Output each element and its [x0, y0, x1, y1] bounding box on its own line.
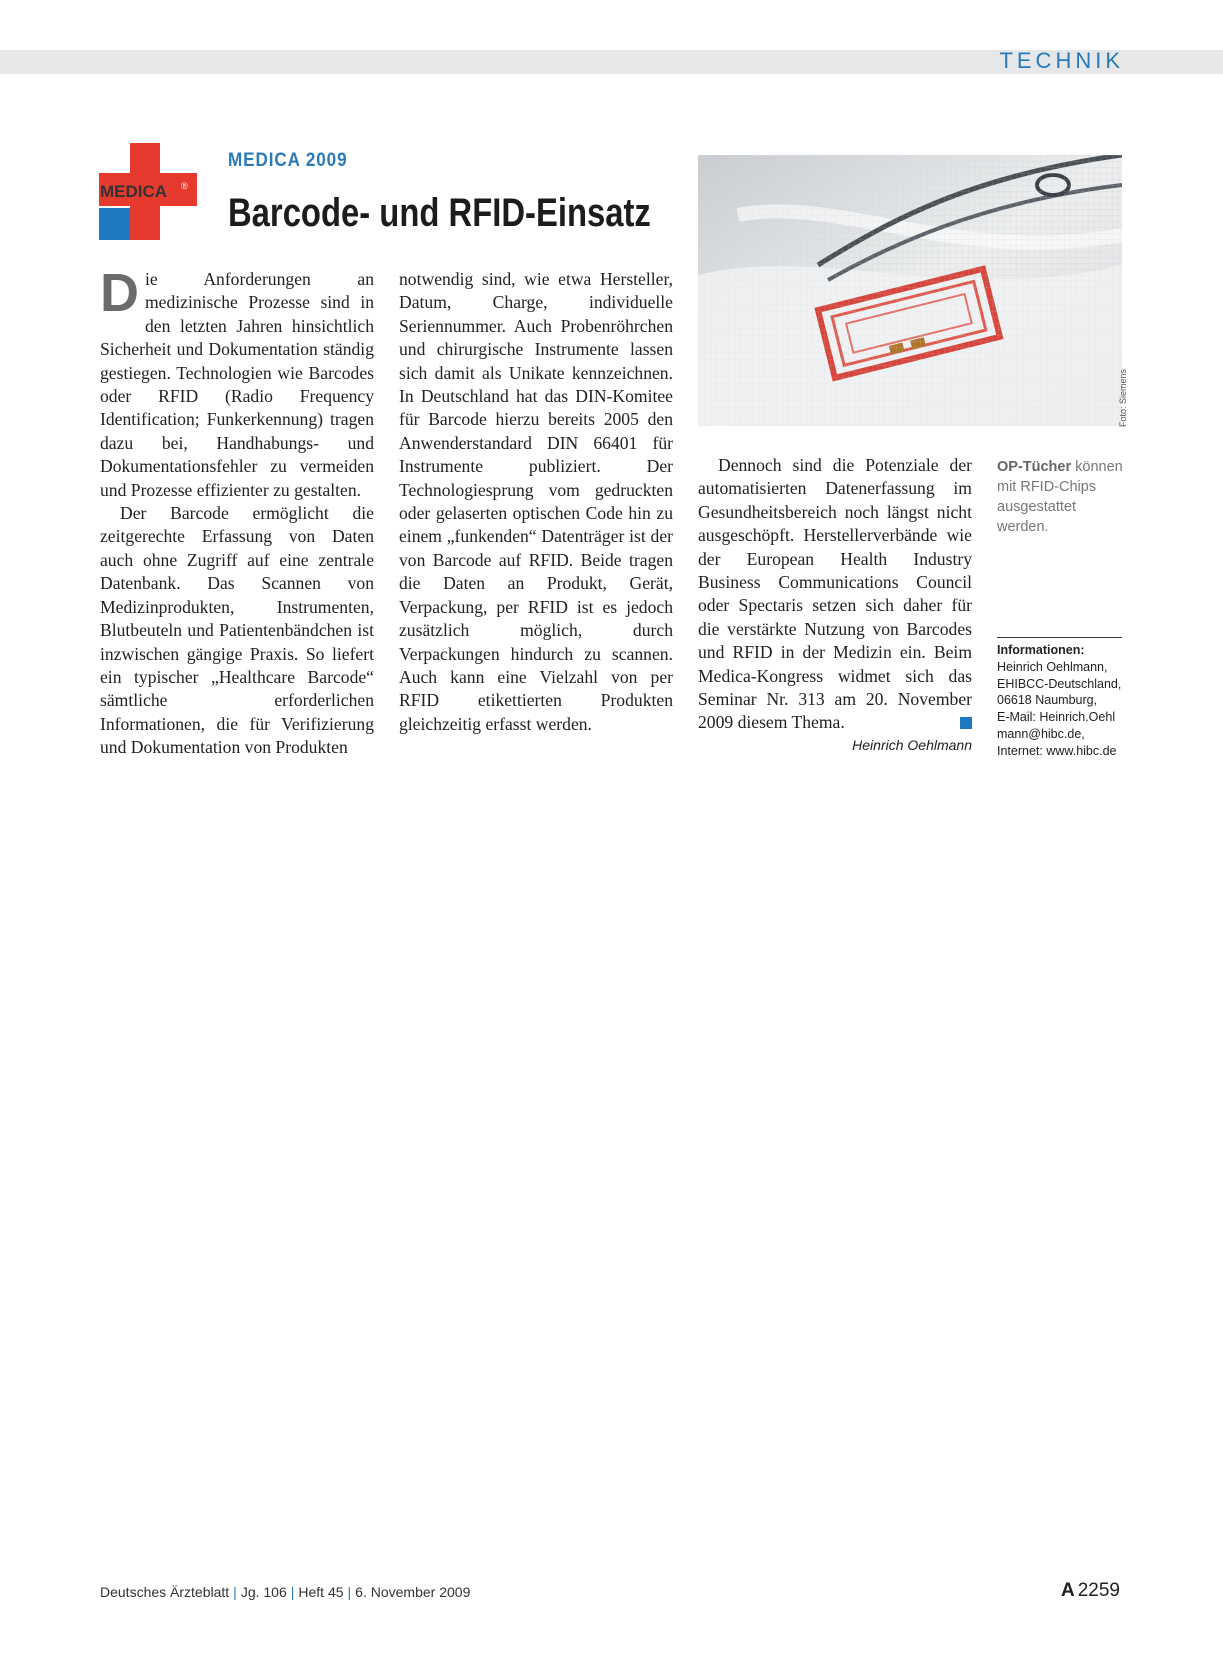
rfid-cloth-photo	[698, 155, 1122, 426]
logo-registered-mark: ®	[181, 181, 188, 191]
logo-blue-square	[99, 208, 130, 240]
info-line: EHIBCC-Deutschland,	[997, 676, 1122, 691]
info-line: Internet: www.hibc.de	[997, 743, 1117, 758]
article-author: Heinrich Oehlmann	[852, 737, 972, 753]
footer-issue: Heft 45	[298, 1584, 344, 1600]
paragraph: notwendig sind, wie etwa Hersteller, Datum, Charge, individuelle Seriennummer. Auch Probenröhrchen und chirurgische Instrumente lassen sich damit als Unikate kennzeichnen. In Deutschland hat das DIN-Komitee für Barcode hierzu bereits 2005 den Anwenderstandard DIN 66401 für Instrumente publiziert. Der Technologiesprung vom gedruckten oder gelaserten optischen Code hin zu einem „funkenden“ Datenträger ist der von Barcode auf RFID. Beide tragen die Daten an Produkt, Gerät, Verpackung, per RFID ist es jedoch zusätzlich möglich, durch Verpackungen hindurch zu scannen. Auch kann eine Vielzahl von per RFID etikettierten Produkten gleichzeitig erfasst werden.	[399, 269, 673, 734]
page-prefix: A	[1060, 1580, 1075, 1601]
drop-cap: D	[100, 263, 139, 323]
paragraph-text: Dennoch sind die Potenziale der automatisierten Datenerfassung im Gesundheitsbereich noch längst nicht ausgeschöpft. Herstellerverbände wie der European Health Industry Business Communications Council oder Spectaris setzen sich daher für die verstärkte Nutzung von Barcodes und RFID in der Medizin ein. Beim Medica-Kongress widmet sich das Seminar Nr. 313 am 20. November 2009 diesem Thema.	[698, 455, 972, 733]
article-kicker: MEDICA 2009	[228, 150, 348, 171]
paragraph	[698, 454, 972, 735]
article-column-3	[698, 454, 972, 735]
logo-text: MEDICA	[100, 182, 168, 201]
footer-volume: Jg. 106	[240, 1584, 287, 1600]
paragraph: Der Barcode ermöglicht die zeitgerechte Erfassung von Daten auch ohne Zugriff auf eine zentrale Datenbank. Das Scannen von Medizinprodukten, Instrumenten, Blutbeuteln und Patientenbändchen ist inzwischen gängige Praxis. So liefert ein typischer „Healthcare Barcode“ sämtliche erforderlichen Informationen, die für Verifizierung und Dokumentation von Produkten	[100, 503, 374, 758]
page-number	[1061, 1580, 1120, 1602]
info-line: E-Mail: Heinrich.Oehl	[997, 710, 1116, 725]
photo-credit: Foto: Siemens	[1118, 368, 1128, 427]
paragraph-text: ie Anforderungen an medizinische Prozesse sind in den letzten Jahren hinsichtlich Sicherheit und Dokumentation ständig gestiegen. Technologien wie Barcodes oder RFID (Radio Frequency Identification; Funkerkennung) tragen dazu bei, Handhabungs- und Dokumentationsfehler zu vermeiden und Prozesse effizienter zu gestalten.	[100, 269, 374, 500]
end-mark-icon	[960, 717, 972, 729]
article-title: Barcode- und RFID-Einsatz	[228, 191, 651, 235]
info-line: Heinrich Oehlmann,	[997, 659, 1108, 674]
info-title: Informationen:	[997, 643, 1085, 657]
medica-logo	[99, 143, 197, 240]
article-photo	[698, 155, 1122, 426]
footer-date: 6. November 2009	[355, 1584, 471, 1600]
article-column-2	[399, 268, 673, 736]
info-line: 06618 Naumburg,	[997, 693, 1098, 708]
page-footer	[100, 1584, 470, 1600]
footer-journal: Deutsches Ärzteblatt	[100, 1584, 230, 1600]
info-box	[997, 642, 1127, 760]
page-number-value: 2259	[1077, 1580, 1120, 1601]
paragraph	[100, 263, 374, 502]
photo-caption	[997, 457, 1125, 537]
info-line: mann@hibc.de,	[997, 726, 1085, 741]
info-rule	[997, 637, 1122, 638]
article-column-1	[100, 263, 374, 760]
footer-separator: |	[233, 1584, 237, 1600]
caption-text: können mit RFID-Chips ausgestattet werden.	[997, 459, 1123, 535]
section-label: TECHNIK	[999, 48, 1124, 73]
caption-bold: OP-Tücher	[997, 459, 1072, 475]
footer-separator: |	[347, 1584, 352, 1600]
footer-separator: |	[290, 1584, 295, 1600]
